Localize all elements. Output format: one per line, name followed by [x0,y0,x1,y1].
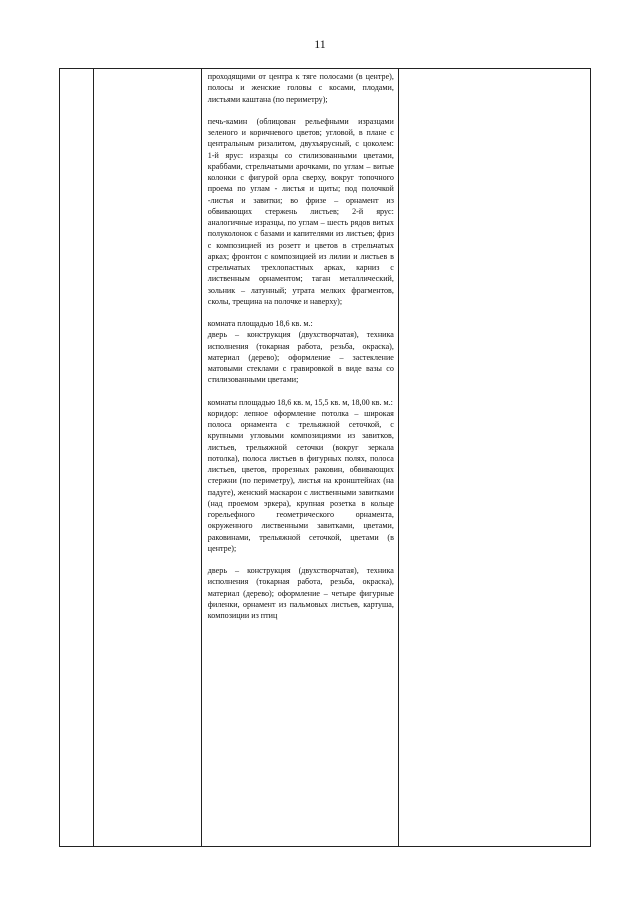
table-row [60,69,591,847]
monument-table [59,68,591,847]
number-cell [60,69,94,847]
description-paragraph: дверь – конструкция (двухстворчатая), техника исполнения (токарная работа, резьба, окраска), материал (дерево); оформление – четыре фигурные филенки, орнамент из пальмовых листьев, картуша, композиции из птиц [207,566,394,620]
description-paragraph: дверь – конструкция (двухстворчатая), техника исполнения (токарная работа, резьба, окраска), материал (дерево); оформление – застекление матовыми стеклами с гравировкой в виде вазы со стилизованными цветами; [207,330,394,385]
description-paragraph: коридор: лепное оформление потолка – широкая полоса орнамента с трельяжной сеточкой, с крупными угловыми композициями из завитков, листьев, трельяжной сеточки (вокруг зеркала потолка), полоса листьев в фигурных полях, полоса листьев, цветов, прорезных раковин, обвивающих стержни (по периметру), листья на кронштейнах (на падуге), женский маскарон с лиственными завитками (над проемом эркера), крупная розетка в кольце горельефного геометрического орнамента, окруженного лиственными завитками, цветами, раковинами, трельяжной сеточкой, цветами (в центре); [207,408,394,553]
notes-cell [398,69,590,847]
name-cell [94,69,202,847]
description-cell [201,69,398,847]
description-paragraph: проходящими от центра к тяге полосами (в центре), полосы и женские головы с косами, плодами, листьями каштана (по периметру); [207,72,394,104]
page-number: 11 [314,37,326,51]
room-heading: комната площадью 18,6 кв. м.: [207,319,313,328]
room-heading: комнаты площадью 18,6 кв. м, 15,5 кв. м, 18,00 кв. м.: [207,397,393,407]
description-paragraph: печь-камин (облицован рельефными изразцами зеленого и коричневого цветов; угловой, в плане с центральным ризалитом, двухъярусный, с цоколем: 1-й ярус: изразцы со стилизованными цветами, краббами, стрельчатыми арочками, по углам – витые колонки с фигурой орла сверху, вокруг топочного проема по углам - листья и щиты; под полочкой -листья и завитки; во фризе – орнамент из обвивающих стержень листьев; 2-й ярус: аналогичные изразцы, по углам – шесть рядов витых полуколонок с базами и капителями из листьев; фриз с композицией из розетт и цветов в стрельчатых арках; фронтон с композицией из лилии и листьев в стрельчатых трехлопастных арках, карниз с лиственным орнаментом; таган металлический, зольник – латунный; утрата мелких фрагментов, сколы, трещина на полочке и наверху); [207,116,394,306]
